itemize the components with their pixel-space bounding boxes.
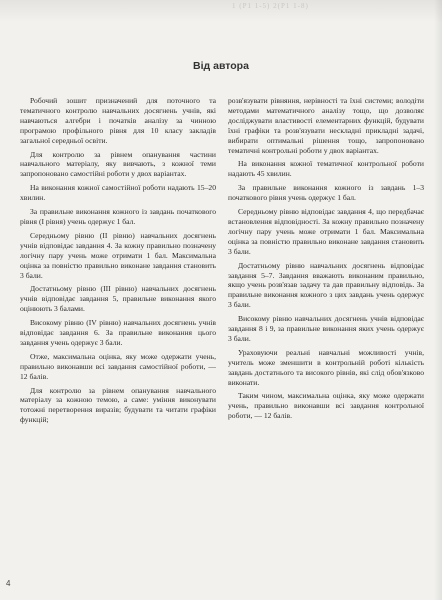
paragraph-level-3: Достатньому рівню (ІІІ рівню) навчальних досягнень учнів відповідає завдання 5, правильне виконання якого оцінюють 3 балами. [20, 284, 216, 314]
paragraph-level-2: Середньому рівню (ІІ рівню) навчальних досягнень учнів відповідає завдання 4. За кожну правильно позначену логічну пару учень може отримати 1 бал. Максимальна оцінка за повністю правильно виконане завдання становить 3 бали. [20, 230, 216, 280]
paragraph-test-level-1: За правильне виконання кожного із завдань 1–3 початкового рівня учень одержує 1 бал. [228, 183, 424, 203]
paragraph-test-max-score: Таким чином, максимальна оцінка, яку може одержати учень, правильно виконавши всі завдання контрольної роботи, — 12 балів. [228, 391, 424, 421]
paragraph-test-level-2: Середньому рівню відповідає завдання 4, що передбачає встановлення відповідності. За кожну правильно позначену логічну пару учень може отримати 1 бал. Максимальна оцінка за повністю правильно виконане завдання становить 3 бали. [228, 207, 424, 256]
paragraph-independent-work: Для контролю за рівнем опанування частини навчального матеріалу, яку вивчають, з кожної теми запропоновано самостійні роботи у двох варіантах. [20, 149, 216, 179]
left-column [20, 96, 216, 429]
paragraph-continuation: розв'язувати рівняння, нерівності та їхні системи; володіти методами математичного аналізу тощо, що дозволяє досліджувати властивості елементарних функцій, будувати їхні графіки та розв'язувати нескладні прикладні задачі, вибирати оптимальні рішення тощо, запропоновано тематичні контрольні роботи у двох варіантах. [228, 96, 424, 155]
page-number: 4 [6, 579, 11, 588]
right-column [228, 96, 424, 425]
page-title: Від автора [193, 60, 249, 72]
paragraph-test-level-3: Достатньому рівню навчальних досягнень відповідає завдання 5–7. Завдання вважають виконаним правильно, якщо учень розв'язав задачу та дав правильну відповідь. За правильне виконання кожного з цих завдань учень одержує 3 бали. [228, 260, 424, 310]
paragraph-teacher-note: Ураховуючи реальні навчальні можливості учнів, учитель може зменшити в контрольній роботі кількість завдань достатнього та високого рівнів, які слід обов'язково виконати. [228, 347, 424, 387]
paragraph-intro: Робочий зошит призначений для поточного та тематичного контролю навчальних досягнень учнів, які навчаються алгебри і початків аналізу за чинною програмою профільного рівня для 10 класу закладів загальної середньої освіти. [20, 96, 216, 145]
paragraph-max-score: Отже, максимальна оцінка, яку може одержати учень, правильно виконавши всі завдання самостійної роботи, — 12 балів. [20, 351, 216, 381]
paragraph-level-1: За правильне виконання кожного із завдань початкового рівня (І рівня) учень одержує 1 бал. [20, 207, 216, 226]
paragraph-test-level-4: Високому рівню навчальних досягнень учнів відповідає завдання 8 і 9, за правильне виконання яких учень одержує 3 бали. [228, 314, 424, 343]
scan-edge-shadow [434, 0, 442, 600]
bleed-through-text: 1 (P1 1-5) 2(P1 1-8) [232, 2, 309, 10]
paragraph-time-limit: На виконання кожної самостійної роботи надають 15–20 хвилин. [20, 183, 216, 203]
paragraph-thematic-control: Для контролю за рівнем опанування навчального матеріалу за кожною темою, а саме: уміння виконувати тотожні перетворення виразів; будувати та читати графіки функцій; [20, 385, 216, 425]
paragraph-level-4: Високому рівню (IV рівню) навчальних досягнень учнів відповідає завдання 6. За правильне виконання цього завдання учень одержує 3 бали. [20, 318, 216, 347]
paragraph-test-time: На виконання кожної тематичної контрольної роботи надають 45 хвилин. [228, 159, 424, 179]
